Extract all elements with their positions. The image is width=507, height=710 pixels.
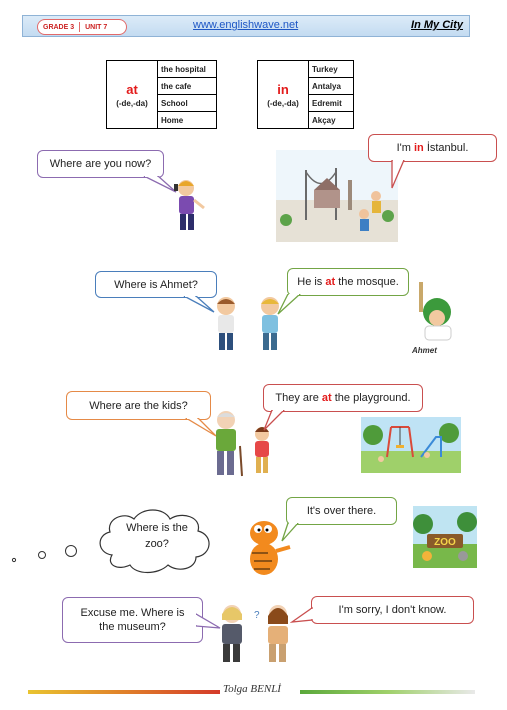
bubble-tail-answer-3 — [262, 410, 292, 434]
speech-bubble-answer-3 — [263, 384, 423, 412]
speech-bubble-question-1 — [37, 150, 164, 178]
place-at-3: School — [158, 95, 217, 112]
place-in-3: Edremit — [309, 95, 354, 112]
place-at-4: Home — [158, 112, 217, 129]
bubble-tail-answer-5 — [290, 606, 314, 626]
bubble-tail-answer-2 — [276, 294, 306, 318]
bubble-tail-answer-1 — [388, 160, 418, 192]
keyword-cell-in — [258, 61, 309, 129]
grammar-table-in — [257, 60, 354, 129]
keyword-cell-at — [107, 61, 158, 129]
zoo-illustration — [413, 506, 477, 568]
footer-rule-right — [300, 690, 475, 694]
question-5-text: Excuse me. Where is the museum? — [80, 607, 185, 633]
answer-1-text: I'm in İstanbul. — [396, 142, 469, 154]
playground-illustration — [361, 417, 461, 473]
speech-bubble-answer-5 — [311, 596, 474, 624]
speech-bubble-answer-2 — [287, 268, 409, 296]
answer-2-text: He is at the mosque. — [297, 276, 399, 288]
question-2-text: Where is Ahmet? — [114, 278, 198, 291]
place-at-1: the hospital — [158, 61, 217, 78]
answer-3-text: They are at the playground. — [275, 392, 411, 404]
two-women-illustration — [208, 600, 298, 664]
thought-dots — [8, 535, 78, 565]
ahmet-caption: Ahmet — [412, 346, 437, 355]
question-4-text: Where is the zoo? — [126, 522, 188, 550]
author-name: Tolga BENLİ — [223, 683, 281, 695]
answer-5-text: I'm sorry, I don't know. — [338, 604, 447, 616]
speech-bubble-answer-1 — [368, 134, 497, 162]
question-3-text: Where are the kids? — [89, 399, 188, 412]
speech-bubble-question-5 — [62, 597, 203, 643]
istanbul-illustration — [276, 150, 398, 242]
place-at-2: the cafe — [158, 78, 217, 95]
place-in-1: Turkey — [309, 61, 354, 78]
svg-text:?: ? — [254, 610, 260, 621]
suffix-in: (-de,-da) — [267, 98, 299, 108]
grade-label: GRADE 3 — [43, 23, 75, 31]
ahmet-at-mosque-illustration — [413, 282, 455, 344]
topic-title: In My City — [411, 19, 463, 31]
boy-on-phone-illustration — [166, 178, 210, 236]
suffix-at: (-de,-da) — [116, 98, 148, 108]
speech-bubble-question-2 — [95, 271, 217, 298]
grammar-table-at — [106, 60, 217, 129]
footer-rule-left — [28, 690, 220, 694]
header-bar — [22, 15, 470, 37]
question-1-text: Where are you now? — [49, 158, 152, 170]
website-link[interactable]: www.englishwave.net — [193, 19, 299, 31]
speech-bubble-answer-4 — [286, 497, 397, 525]
place-in-2: Antalya — [309, 78, 354, 95]
answer-4-text: It's over there. — [306, 505, 377, 517]
grade-unit-badge — [37, 19, 127, 35]
zoo-sign-text: ZOO — [434, 537, 456, 548]
bubble-tail-answer-4 — [280, 523, 304, 545]
keyword-at: at — [126, 81, 138, 97]
unit-label: UNIT 7 — [85, 23, 108, 31]
place-in-4: Akçay — [309, 112, 354, 129]
speech-bubble-question-3 — [66, 391, 211, 420]
keyword-in: in — [277, 81, 289, 97]
